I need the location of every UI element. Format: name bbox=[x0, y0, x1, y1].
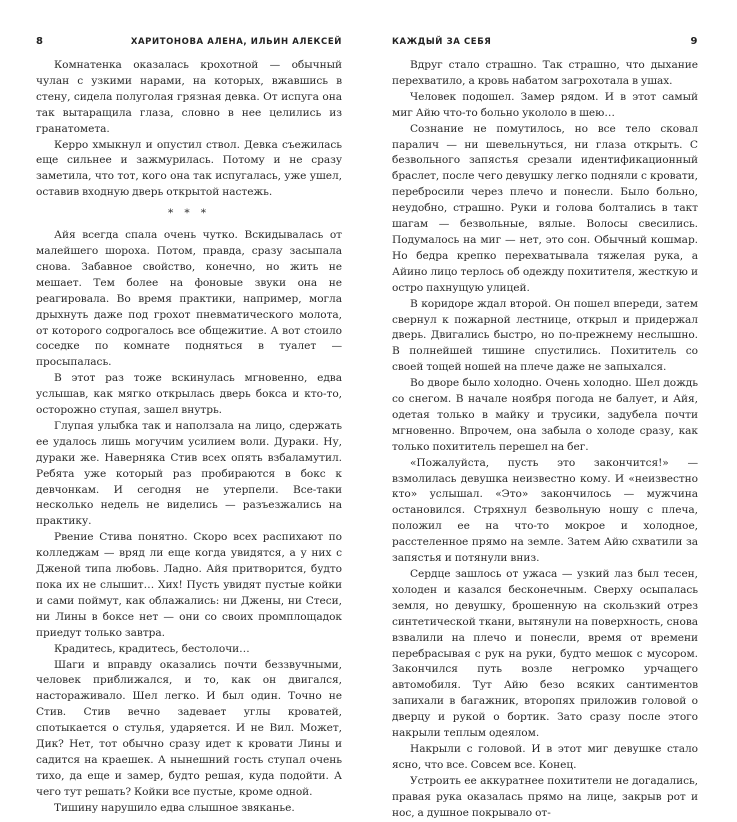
right-body-text bbox=[392, 58, 698, 822]
paragraph: Сознание не помутилось, но все тело сковал паралич — ни шевельнуться, ни глаза открыть. С безвольного запястья срезали идентификационный браслет, после чего девушку легко подняли с кровати, перебросили через плечо и понесли. Было больно, неудобно, страшно. Руки и голова болтались в такт шагам — безвольные, вялые. Волосы свесились. Подумалось на миг — нет, это сон. Обычный кошмар. Но бедра крепко перехватывала тяжелая рука, а Айино лицо терлось об одежду похитителя, жесткую и остро пахнущую улицей. bbox=[392, 122, 698, 294]
paragraph: Вдруг стало страшно. Так страшно, что дыхание перехватило, а кровь набатом загрохотала в ушах. bbox=[392, 59, 698, 87]
paragraph: Человек подошел. Замер рядом. И в этот самый миг Айю что-то больно укололо в шею… bbox=[392, 90, 698, 119]
right-page bbox=[392, 0, 698, 819]
left-page bbox=[36, 0, 342, 814]
paragraph: В этот раз тоже вскинулась мгновенно, едва услышав, как мягко открылась дверь бокса и кто-то, осторожно ступая, зашел внутрь. bbox=[36, 372, 342, 417]
paragraph: Айя всегда спала очень чутко. Вскидывалась от малейшего шороха. Потом, правда, сразу засыпала снова. Забавное свойство, конечно, но жить не мешает. Тем более на фоновые звуки она не реагировала. Во время практики, например, могла дрыхнуть даже под грохот пневматического молота, от которого содрогалось все общежитие. А вот стоило соседке по комнате подняться в туалет — просыпалась. bbox=[36, 229, 342, 369]
book-title-header: КАЖДЫЙ ЗА СЕБЯ bbox=[392, 37, 492, 47]
paragraph: Керро хмыкнул и опустил ствол. Девка съежилась еще сильнее и зажмурилась. Потому и не сразу заметила, что тот, кого она так испугалась, уже ушел, оставив входную дверь открытой настежь. bbox=[36, 138, 342, 199]
paragraph: Тишину нарушило едва слышное звяканье. bbox=[54, 801, 295, 814]
page-number: 8 bbox=[36, 36, 44, 47]
paragraph: Комнатенка оказалась крохотной — обычный чулан с узкими нарами, на которых, вжавшись в стену, сидела полуголая грязная девка. От испуга она так вытаращила глаза, словно в нее целились из гранатомета. bbox=[36, 59, 342, 135]
paragraph: Сердце зашлось от ужаса — узкий лаз был тесен, холоден и казался бесконечным. Сверху осыпалась земля, но девушку, брошенную на скользкий отрез синтетической ткани, вытянули на поверхность, снова взвалили на плечо и понесли, время от времени перебрасывая с рук на руки, будто мешок с мусором. Закончился путь возле негромко урчащего автомобиля. Тут Айю безо всяких сантиментов запихали в багажник, второпях приложив головой о дверцу и рукой о бортик. Зато сразу после этого накрыли теплым одеялом. bbox=[392, 568, 698, 740]
paragraph: Рвение Стива понятно. Скоро всех распихают по колледжам — вряд ли еще когда увидятся, а у них с Дженой типа любовь. Ладно. Айя притворится, будто пока их не слышит… Хих! Пусть увидят пустые койки и сами поймут, как облажались: ни Джены, ни Стеси, ни Лины в боксе нет — они со своих промплощадок приедут только завтра. bbox=[36, 531, 342, 639]
left-body-text bbox=[36, 58, 342, 817]
paragraph: В коридоре ждал второй. Он пошел впереди, затем свернул к пожарной лестнице, открыл и придержал дверь. Двигались быстро, но по-прежнему неслышно. В полнейшей тишине спустились. Похититель со своей тощей ношей на плече даже не запыхался. bbox=[392, 297, 698, 374]
right-running-head bbox=[392, 36, 698, 50]
scene-break: * * * bbox=[167, 207, 211, 220]
paragraph: «Пожалуйста, пусть это закончится!» — взмолилась девушка неизвестно кому. И «неизвестно кто» услышал. «Это» закончилось — мужчина остановился. Стряхнул безвольную ношу с плеча, положил ее на что-то мокрое и холодное, расстеленное прямо на земле. Затем Айю схватили за запястья и потянули вниз. bbox=[392, 456, 698, 565]
author-header: ХАРИТОНОВА АЛЕНА, ИЛЬИН АЛЕКСЕЙ bbox=[130, 37, 342, 47]
paragraph: Шаги и вправду оказались почти беззвучными, человек приближался, и то, как он двигался, настораживало. Шел легко. И был один. Точно не Стив. Стив вечно задевает углы кроватей, спотыкается о стулья, ударяется. И не Вил. Может, Дик? Нет, тот обычно сразу идет к кровати Лины и садится на краешек. А нынешний гость ступал очень тихо, да еще и замер, будто решая, куда подойти. А чего тут решать? Койки все пустые, кроме одной. bbox=[36, 658, 342, 798]
page-number: 9 bbox=[690, 36, 698, 47]
left-running-head bbox=[36, 36, 342, 50]
paragraph: Глупая улыбка так и наползала на лицо, сдержать ее удалось лишь могучим усилием воли. Дураки. Ну, дураки же. Наверняка Стив всех опять взбаламутил. Ребята уже который раз пробираются в бокс к девчонкам. И сегодня не утерпели. Все-таки несколько недель не виделись — разъезжались на практику. bbox=[36, 419, 342, 528]
paragraph: Во дворе было холодно. Очень холодно. Шел дождь со снегом. В начале ноября погода не балует, и Айя, одетая только в майку и трусики, задубела почти мгновенно. Впрочем, она забыла о холоде сразу, как только похититель перешел на бег. bbox=[392, 377, 698, 453]
paragraph: Устроить ее аккуратнее похитители не догадались, правая рука оказалась прямо на лице, закрыв рот и нос, а душное покрывало от- bbox=[392, 774, 698, 819]
paragraph: Накрыли с головой. И в этот миг девушке стало ясно, что все. Совсем все. Конец. bbox=[392, 742, 698, 771]
paragraph: Крадитесь, крадитесь, бестолочи… bbox=[54, 642, 250, 655]
